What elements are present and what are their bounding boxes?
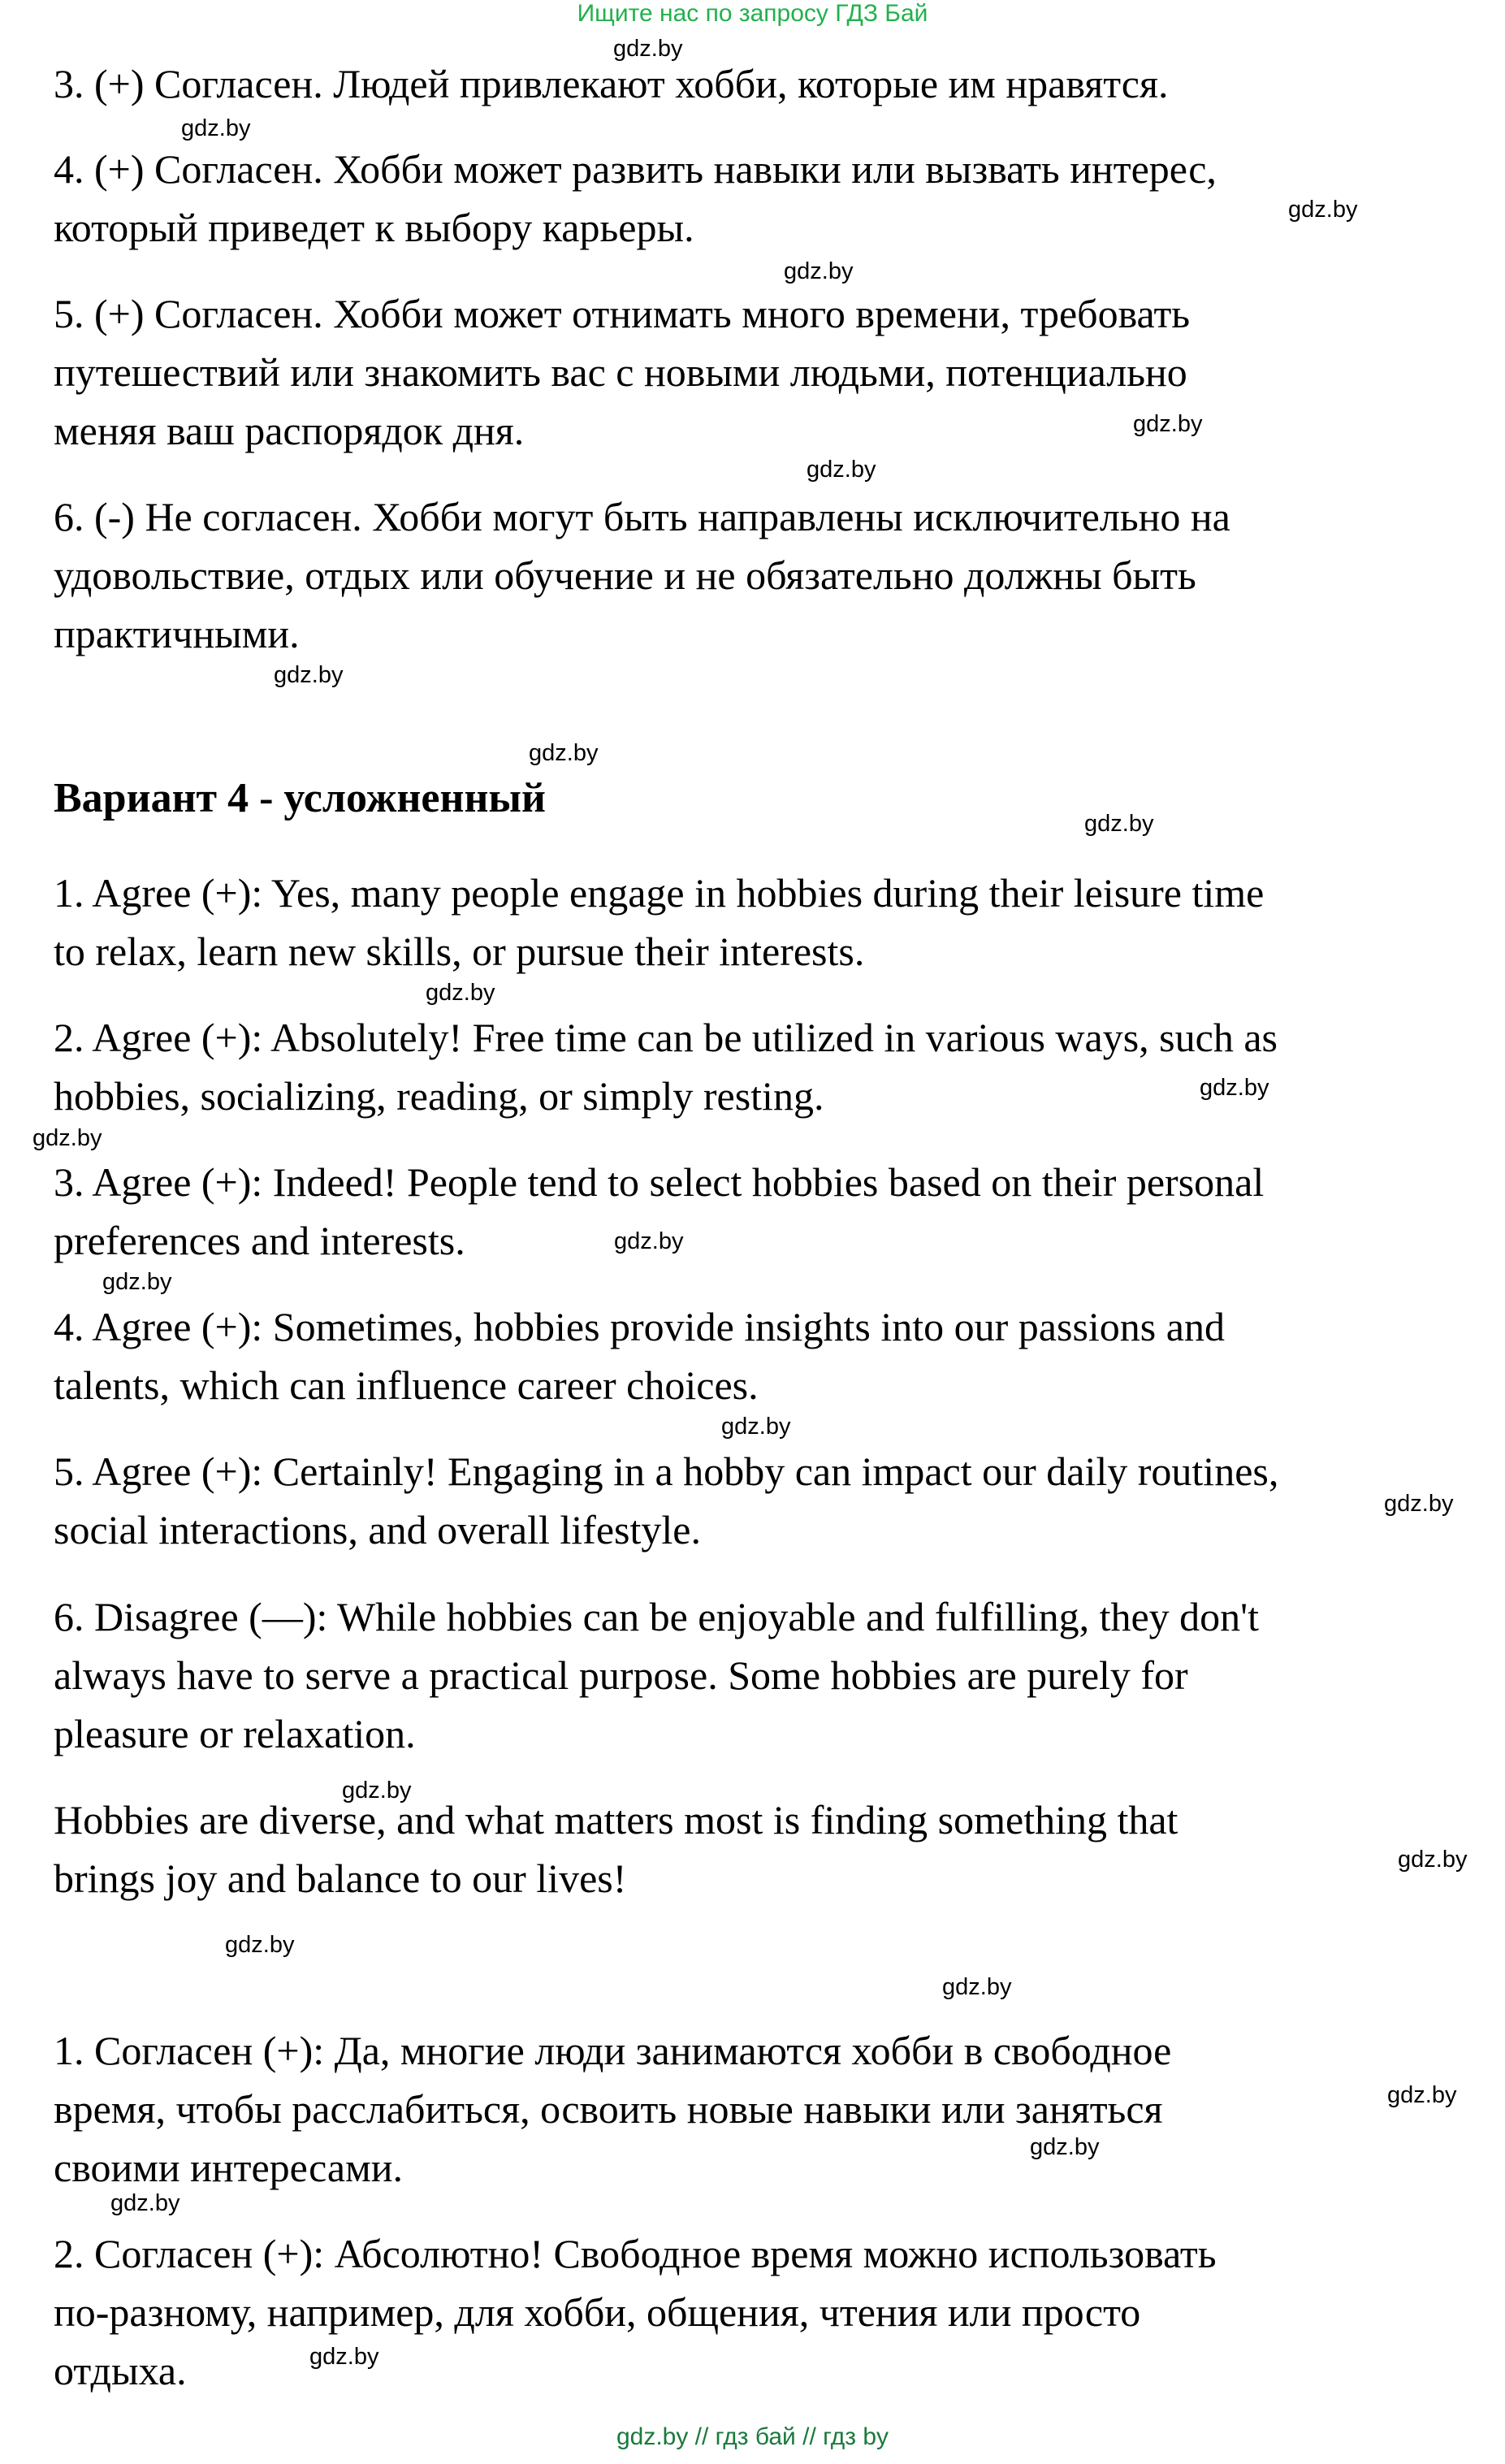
watermark: gdz.by xyxy=(721,1414,791,1440)
watermark: gdz.by xyxy=(309,2344,379,2370)
watermark: gdz.by xyxy=(614,1228,684,1254)
ru2-item-2: 2. Согласен (+): Абсолютно! Свободное время можно использовать по-разному, например, для хобби, общения, чтения или просто отдыха. xyxy=(54,2231,1217,2393)
watermark: gdz.by xyxy=(613,36,683,62)
top-banner[interactable]: Ищите нас по запросу ГДЗ Бай xyxy=(577,0,928,27)
watermark: gdz.by xyxy=(102,1269,172,1295)
en-item-1: 1. Agree (+): Yes, many people engage in hobbies during their leisure time to relax, learn new skills, or pursue their interests. xyxy=(54,870,1265,974)
watermark: gdz.by xyxy=(784,258,854,284)
en-conclusion: Hobbies are diverse, and what matters most is finding something that brings joy and balance to our lives! xyxy=(54,1797,1178,1901)
ru1-item-3: 3. (+) Согласен. Людей привлекают хобби, которые им нравятся. xyxy=(54,61,1169,106)
watermark: gdz.by xyxy=(110,2190,180,2216)
en-item-6: 6. Disagree (—): While hobbies can be enjoyable and fulfilling, they don't always have to serve a practical purpose. Some hobbies are purely for pleasure or relaxation. xyxy=(54,1594,1260,1756)
footer-links[interactable]: gdz.by // гдз бай // гдз by xyxy=(616,2423,889,2450)
ru1-item-6: 6. (-) Не согласен. Хобби могут быть направлены исключительно на удовольствие, отдых или обучение и не обязательно должны быть практичными. xyxy=(54,494,1230,656)
watermark: gdz.by xyxy=(1030,2134,1100,2160)
en-item-4: 4. Agree (+): Sometimes, hobbies provide insights into our passions and talents, which can influence career choices. xyxy=(54,1304,1225,1408)
watermark: gdz.by xyxy=(807,457,876,483)
en-item-3: 3. Agree (+): Indeed! People tend to select hobbies based on their personal preferences and interests. xyxy=(54,1159,1265,1263)
watermark: gdz.by xyxy=(942,1974,1012,2000)
watermark: gdz.by xyxy=(1133,411,1203,437)
watermark: gdz.by xyxy=(274,662,344,688)
ru1-item-5: 5. (+) Согласен. Хобби может отнимать много времени, требовать путешествий или знакомить вас с новыми людьми, потенциально меняя ваш распорядок дня. xyxy=(54,291,1191,453)
watermark: gdz.by xyxy=(1084,811,1154,837)
ru2-item-1: 1. Согласен (+): Да, многие люди занимаются хобби в свободное время, чтобы расслабиться, освоить новые навыки или заняться своими интересами. xyxy=(54,2028,1172,2190)
watermark: gdz.by xyxy=(181,115,251,141)
watermark: gdz.by xyxy=(1200,1075,1269,1101)
watermark: gdz.by xyxy=(225,1932,295,1958)
en-item-2: 2. Agree (+): Absolutely! Free time can be utilized in various ways, such as hobbies, socializing, reading, or simply resting. xyxy=(54,1015,1278,1119)
watermark: gdz.by xyxy=(342,1778,412,1804)
en-item-5: 5. Agree (+): Certainly! Engaging in a hobby can impact our daily routines, social interactions, and overall lifestyle. xyxy=(54,1449,1279,1552)
watermark: gdz.by xyxy=(32,1125,102,1151)
ru1-item-4: 4. (+) Согласен. Хобби может развить навыки или вызвать интерес, который приведет к выбору карьеры. xyxy=(54,146,1217,250)
watermark: gdz.by xyxy=(1288,197,1358,223)
watermark: gdz.by xyxy=(1398,1847,1468,1873)
watermark: gdz.by xyxy=(529,740,599,766)
watermark: gdz.by xyxy=(1384,1491,1454,1517)
variant-heading: Вариант 4 - усложненный xyxy=(54,775,546,821)
watermark: gdz.by xyxy=(426,980,495,1006)
watermark: gdz.by xyxy=(1387,2082,1457,2108)
